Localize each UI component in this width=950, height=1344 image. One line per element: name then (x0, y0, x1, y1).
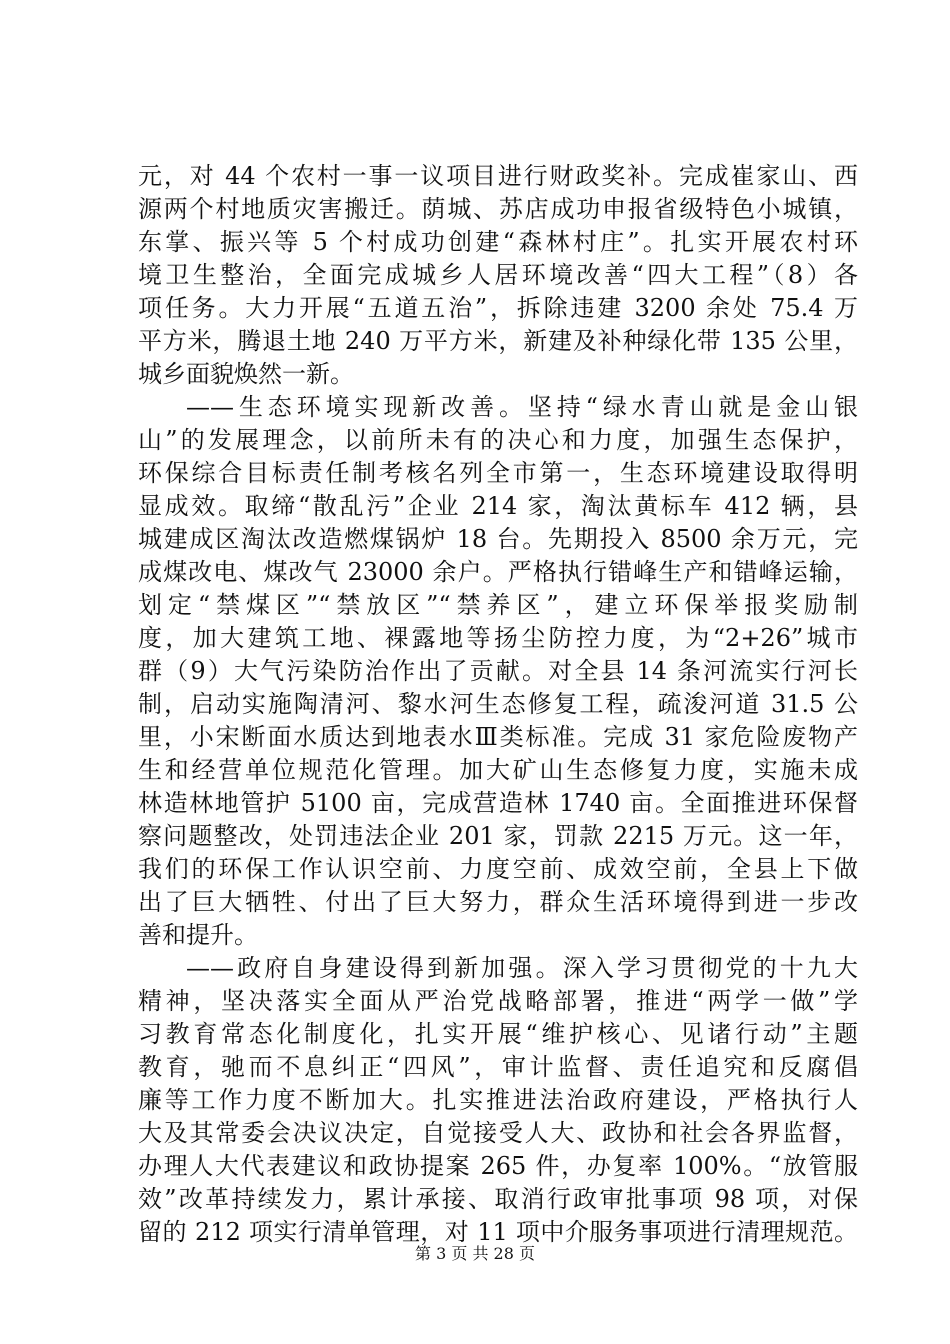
text-line: 廉等工作力度不断加大。扎实推进法治政府建设，严格执行人 (138, 1086, 858, 1114)
text-line: 留的 212 项实行清单管理，对 11 项中介服务事项进行清理规范。 (138, 1218, 858, 1246)
text-line: 源两个村地质灾害搬迁。荫城、苏店成功申报省级特色小城镇， (138, 195, 858, 223)
text-line: 群（9）大气污染防治作出了贡献。对全县 14 条河流实行河长 (138, 657, 858, 685)
text-line: 显成效。取缔“散乱污”企业 214 家，淘汰黄标车 412 辆，县 (138, 492, 858, 520)
text-line: 成煤改电、煤改气 23000 余户。严格执行错峰生产和错峰运输， (138, 558, 858, 586)
text-line: 东掌、振兴等 5 个村成功创建“森林村庄”。扎实开展农村环 (138, 228, 858, 256)
text-line: 习教育常态化制度化，扎实开展“维护核心、见诸行动”主题 (138, 1020, 858, 1048)
text-line: 教育，驰而不息纠正“四风”，审计监督、责任追究和反腐倡 (138, 1053, 858, 1081)
text-line: 办理人大代表建议和政协提案 265 件，办复率 100%。“放管服 (138, 1152, 858, 1180)
text-line: 项任务。大力开展“五道五治”，拆除违建 3200 余处 75.4 万 (138, 294, 858, 322)
text-line: 城建成区淘汰改造燃煤锅炉 18 台。先期投入 8500 余万元，完 (138, 525, 858, 553)
text-line: ——政府自身建设得到新加强。深入学习贯彻党的十九大 (186, 954, 858, 982)
text-line: 生和经营单位规范化管理。加大矿山生态修复力度，实施未成 (138, 756, 858, 784)
paragraph-government-self-building (138, 952, 858, 1249)
text-line: 察问题整改，处罚违法企业 201 家，罚款 2215 万元。这一年， (138, 822, 858, 850)
text-line: 效”改革持续发力，累计承接、取消行政审批事项 98 项，对保 (138, 1185, 858, 1213)
text-line: 山”的发展理念，以前所未有的决心和力度，加强生态保护， (138, 426, 858, 454)
text-line: 善和提升。 (138, 921, 258, 949)
text-line: 我们的环保工作认识空前、力度空前、成效空前，全县上下做 (138, 855, 858, 883)
text-line: 元，对 44 个农村一事一议项目进行财政奖补。完成崔家山、西 (138, 162, 858, 190)
text-line: 林造林地管护 5100 亩，完成营造林 1740 亩。全面推进环保督 (138, 789, 858, 817)
text-line: ——生态环境实现新改善。坚持“绿水青山就是金山银 (186, 393, 858, 421)
text-line: 里，小宋断面水质达到地表水Ⅲ类标准。完成 31 家危险废物产 (138, 723, 858, 751)
text-line: 城乡面貌焕然一新。 (138, 360, 354, 388)
paragraph-ecological-environment (138, 391, 858, 952)
text-line: 平方米，腾退土地 240 万平方米，新建及补种绿化带 135 公里， (138, 327, 858, 355)
page-number-footer: 第 3 页 共 28 页 (415, 1244, 535, 1263)
text-line: 度，加大建筑工地、裸露地等扬尘防控力度，为“2+26”城市 (138, 624, 858, 652)
text-line: 划定“禁煤区”“禁放区”“禁养区”，建立环保举报奖励制 (138, 591, 858, 619)
text-line: 环保综合目标责任制考核名列全市第一，生态环境建设取得明 (138, 459, 858, 487)
text-line: 精神，坚决落实全面从严治党战略部署，推进“两学一做”学 (138, 987, 858, 1015)
text-line: 出了巨大牺牲、付出了巨大努力，群众生活环境得到进一步改 (138, 888, 858, 916)
document-body (138, 160, 858, 1249)
paragraph-rural-development (138, 160, 858, 391)
text-line: 大及其常委会决议决定，自觉接受人大、政协和社会各界监督， (138, 1119, 858, 1147)
text-line: 境卫生整治，全面完成城乡人居环境改善“四大工程”（8）各 (138, 261, 858, 289)
text-line: 制，启动实施陶清河、黎水河生态修复工程，疏浚河道 31.5 公 (138, 690, 858, 718)
